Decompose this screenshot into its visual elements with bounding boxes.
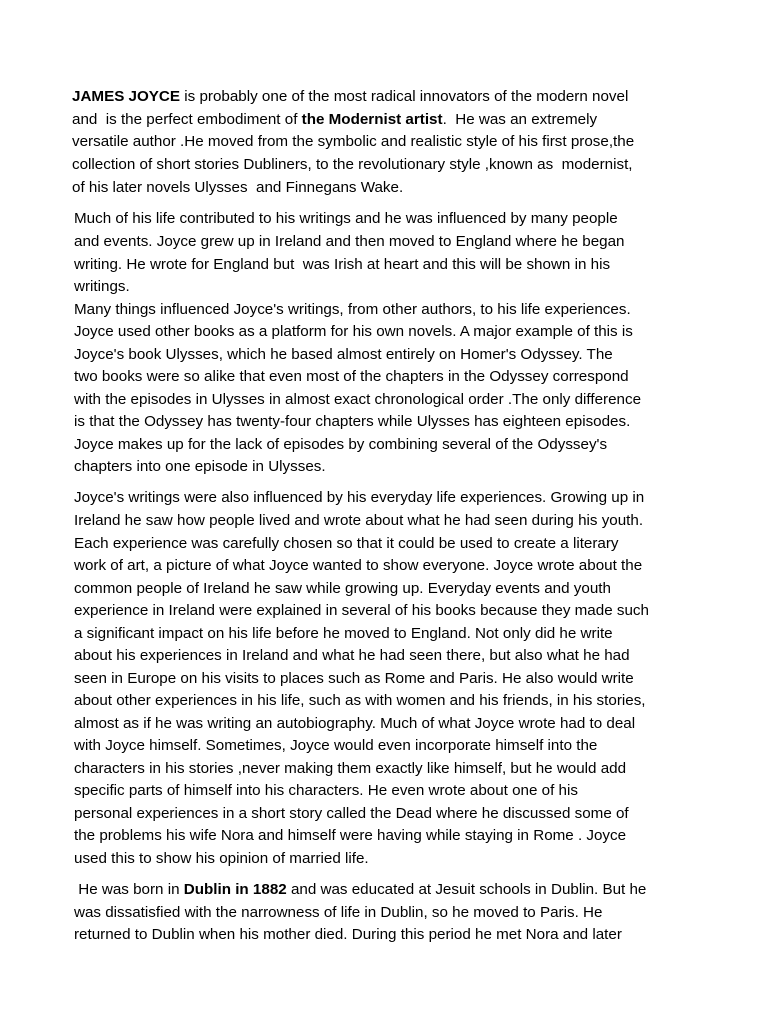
text-run: Many things influenced Joyce's writings, from other authors, to his life experiences.: [74, 301, 631, 318]
text-line: [74, 344, 613, 367]
text-line: [74, 825, 626, 848]
text-run: almost as if he was writing an autobiography. Much of what Joyce wrote had to deal: [74, 715, 636, 732]
text-run: of his later novels Ulysses and Finnegans Wake.: [72, 179, 404, 196]
text-line: [74, 299, 631, 322]
text-run: writing. He wrote for England but was Irish at heart and this will be shown in his: [74, 256, 611, 273]
text-run: He was born in: [74, 881, 184, 898]
text-run: Joyce used other books as a platform for his own novels. A major example of this is: [74, 323, 633, 340]
text-line: [74, 735, 597, 758]
text-run: writings.: [74, 278, 130, 295]
text-line: [74, 668, 634, 691]
text-line: [72, 154, 633, 177]
text-line: [74, 713, 635, 736]
text-run: about other experiences in his life, such as with women and his friends, in his stories,: [74, 692, 646, 709]
text-run: characters in his stories ,never making them exactly like himself, but he would add: [74, 760, 627, 777]
text-run: seen in Europe on his visits to places such as Rome and Paris. He also would write: [74, 670, 634, 687]
text-line: [74, 389, 641, 412]
text-line: [74, 690, 646, 713]
text-run: Joyce's book Ulysses, which he based almost entirely on Homer's Odyssey. The: [74, 346, 613, 363]
text-line: [74, 848, 369, 871]
text-run: common people of Ireland he saw while growing up. Everyday events and youth: [74, 580, 611, 597]
text-line: [74, 600, 649, 623]
text-run: Joyce makes up for the lack of episodes by combining several of the Odyssey's: [74, 436, 608, 453]
text-line: [74, 276, 130, 299]
text-run: Joyce's writings were also influenced by his everyday life experiences. Growing up in: [74, 489, 645, 506]
text-line: [74, 879, 646, 902]
text-line: [74, 487, 644, 510]
text-run: was dissatisfied with the narrowness of life in Dublin, so he moved to Paris. He: [74, 904, 603, 921]
text-line: [74, 254, 610, 277]
text-run: Much of his life contributed to his writings and he was influenced by many people: [74, 210, 618, 227]
text-run: returned to Dublin when his mother died. During this period he met Nora and later: [74, 926, 622, 943]
text-line: [74, 803, 629, 826]
text-run: and is the perfect embodiment of: [72, 111, 302, 128]
bold-text: JAMES JOYCE: [72, 88, 181, 105]
text-line: [74, 924, 622, 947]
text-run: . He was an extremely: [442, 111, 598, 128]
text-run: versatile author .He moved from the symbolic and realistic style of his first prose,the: [72, 133, 635, 150]
text-run: specific parts of himself into his characters. He even wrote about one of his: [74, 782, 578, 799]
text-run: experience in Ireland were explained in several of his books because they made such: [74, 602, 649, 619]
text-line: [74, 510, 643, 533]
text-line: [74, 533, 619, 556]
text-line: [74, 321, 633, 344]
text-run: the problems his wife Nora and himself were having while staying in Rome . Joyce: [74, 827, 627, 844]
text-line: [74, 208, 618, 231]
text-line: [74, 231, 625, 254]
text-run: used this to show his opinion of married life.: [74, 850, 369, 867]
text-line: [74, 578, 611, 601]
text-line: [74, 366, 629, 389]
text-run: chapters into one episode in Ulysses.: [74, 458, 326, 475]
text-line: [74, 780, 578, 803]
text-run: and was educated at Jesuit schools in Dublin. But he: [286, 881, 647, 898]
text-line: [74, 411, 630, 434]
text-line: [72, 86, 628, 109]
bold-text: Dublin in 1882: [183, 881, 287, 898]
text-line: [74, 645, 630, 668]
text-line: [74, 434, 607, 457]
text-run: is that the Odyssey has twenty-four chapters while Ulysses has eighteen episodes.: [74, 413, 631, 430]
text-line: [74, 758, 626, 781]
bold-text: the Modernist artist: [301, 111, 443, 128]
text-line: [74, 456, 326, 479]
text-run: two books were so alike that even most of the chapters in the Odyssey correspond: [74, 368, 629, 385]
text-run: with Joyce himself. Sometimes, Joyce would even incorporate himself into the: [74, 737, 598, 754]
text-line: [72, 177, 403, 200]
text-line: [74, 555, 642, 578]
text-line: [72, 109, 597, 132]
text-line: [74, 902, 602, 925]
text-run: a significant impact on his life before he moved to England. Not only did he write: [74, 625, 613, 642]
text-run: is probably one of the most radical innovators of the modern novel: [180, 88, 629, 105]
text-run: work of art, a picture of what Joyce wanted to show everyone. Joyce wrote about the: [74, 557, 643, 574]
text-run: personal experiences in a short story called the Dead where he discussed some of: [74, 805, 629, 822]
text-run: Ireland he saw how people lived and wrote about what he had seen during his youth.: [74, 512, 644, 529]
text-line: [72, 131, 634, 154]
text-run: about his experiences in Ireland and what he had seen there, but also what he had: [74, 647, 630, 664]
text-run: and events. Joyce grew up in Ireland and then moved to England where he began: [74, 233, 625, 250]
text-run: with the episodes in Ulysses in almost exact chronological order .The only difference: [74, 391, 642, 408]
text-line: [74, 623, 613, 646]
text-run: Each experience was carefully chosen so that it could be used to create a literary: [74, 535, 619, 552]
text-run: collection of short stories Dubliners, to the revolutionary style ,known as modernist,: [72, 156, 633, 173]
